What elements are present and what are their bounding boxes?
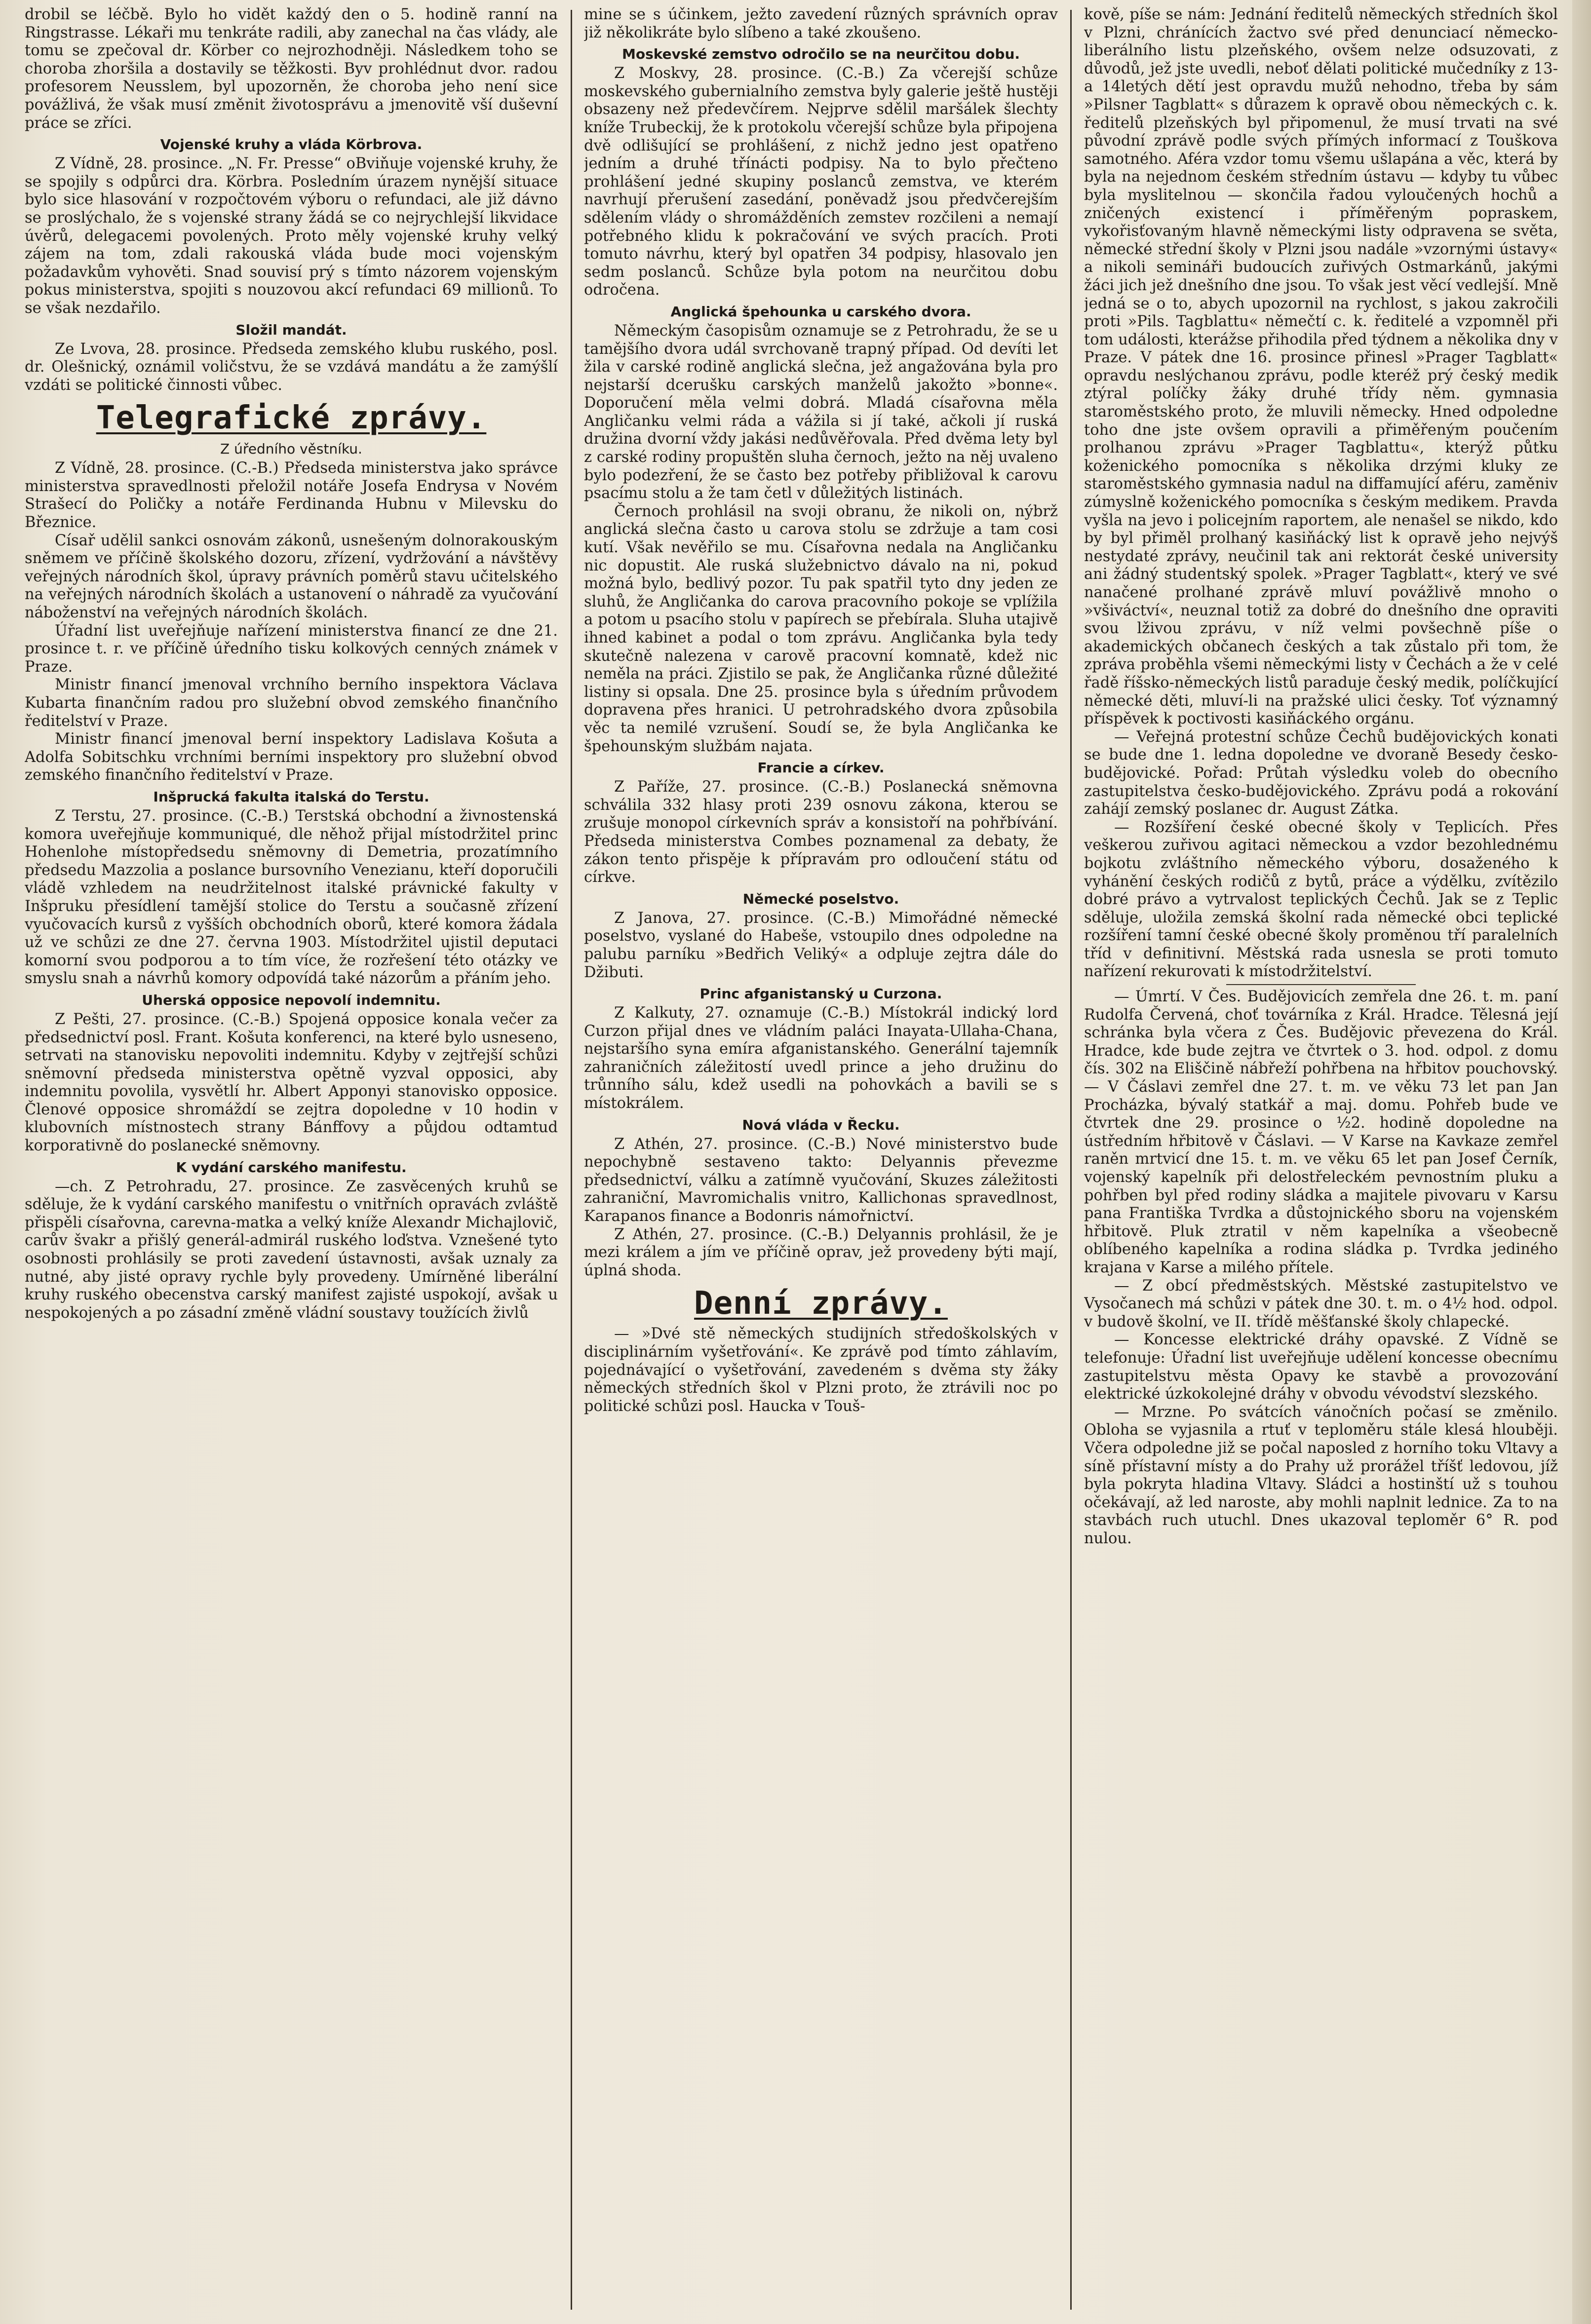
headline-uherska-opposice: Uherská opposice nepovolí indemnitu. bbox=[142, 991, 441, 1008]
article-anglicka-spehounka: Německým časopisům oznamuje se z Petrohradu, že se u tamějšího dvora udál svrchovaně trapný případ. Od devíti let žila v carské rodině anglická slečna, jež angažována byla pro nejstarší dcerušku carských manželů jakožto »bonne«. Doporučení měla velmi dobrá. Mladá císařovna měla Angličanku velmi ráda a vážila si jí také, ačkoli jí ruská družina dvorní vždy jakási nedůvěřovala. Před dvěma lety byl z carské rodiny propuštěn sluha černoch, ježto na něj uvaleno bylo podezření, že se často bez potřeby přibližoval k carovu psacímu stolu a že tam četl v důležitých listinách. bbox=[584, 322, 1058, 502]
article-continuation: mine se s účinkem, ježto zavedení různých správních oprav již několikráte bylo slíbeno a také zkoušeno. bbox=[584, 6, 1058, 41]
headline-curzon: Princ afganistanský u Curzona. bbox=[699, 986, 942, 1002]
column-rule bbox=[571, 10, 572, 2310]
section-title-denni-zpravy: Denní zprávy. bbox=[694, 1285, 948, 1322]
article-carsky-manifest: —ch. Z Petrohradu, 27. prosince. Ze zasvěcených kruhů se sděluje, že k vydání carského manifestu o vnitřních opravách zvláště přispěli císařovna, carevna-matka a velký kníže Alexandr Michajlovič, carův švakr a přišlý generál-admirál ruského loďstva. Vznešené tyto osobnosti prohlásily se proti zavedení ústavnosti, avšak uznaly za nutné, aby jisté opravy rychle byly provedeny. Umírněné liberální kruhy ruského obecenstva carský manifest zajisté uspokojí, avšak u nespokojených a po zásadní změně vládní soustavy toužících živlů bbox=[25, 1178, 558, 1322]
article-francie: Z Paříže, 27. prosince. (C.-B.) Poslanecká sněmovna schválila 332 hlasy proti 239 osnovu zákona, kterou se zrušuje monopol církevních správ a konsistoří na pohřbívání. Předseda ministerstva Combes poznamenal za debaty, že zákon tento přispěje k přípravám pro odloučení státu od církve. bbox=[584, 778, 1058, 886]
article-continuation: kově, píše se nám: Jednání ředitelů německých středních škol v Plzni, chránících žactvo své před denunciací německo-liberálního listu plzeňského, ovšem nelze odsuzovati, z důvodů, jež jste uvedli, neboť dělati politické mučedníky z 13- a 14letých dětí jest opravdu mužů nehodno, třeba by sám »Pilsner Tagblatt« s důrazem k opravě obou německých c. k. ředitelů plzeňských byl připomenul, že musí trvati na své původní zprávě podle svých přímých informací z Touškova samotného. Aféra vzdor tomu všemu ušlapána a věc, která by byla na nejednom českém středním ústavu — kdyby tu vůbec byla myslitelnou — skončila řadou vyloučených hochů a zničených existencí i příměřeným popraskem, vykořisťovaným hlavně německými listy odpravena se světa, německé střední školy v Plzni jsou nadále »vzornými ústavy« a nikoli semináři budoucích zuřivých Ostmarkánů, jakými žáci jich jež dnešního dne jsou. To však jest věcí vedlejší. Mně jedná se o to, abych upozornil na rychlost, s jakou zakročili proti »Pils. Tagblattu« němečtí c. k. ředitelé a vzpomněl při tom události, kterážse přihodila před týdnem a několika dny v Praze. V pátek dne 16. prosince přinesl »Prager Tagblatt« opravdu neslýchanou zprávu, podle kteréž prý český medik ztýral políčky žáky druhé třídy něm. gymnasia staroměstského proto, že mluvili německy. Hned odpoledne toho dne jste ovšem opravili a přiměřeným poučením prolhanou zprávu »Prager Tagblattu«, kterýž půtku koženického pomocníka s několika drzými kluky ze staroměstského gymnasia nadul na diffamující aféru, zaměniv zúmyslně koženického pomocníka s českým medikem. Pravda vyšla na jevo i policejním raportem, ale nenašel se nikdo, kdo by byl přiměl prolhaný kasiňácký list k opravě jeho nejvýš nestydaté zprávy, neučinil tak ani rektorát české university ani žádný studentský spolek. »Prager Tagblatt«, který ve své nanačené prolhané zprávě mluví povážlivě mnoho o »všiváctví«, neuznal totiž za dobré do dnešního dne opraviti svou lživou zprávu, v níž velmi povšechně píše o akademických občanech českých a tak zůstalo při tom, že zpráva proběhla všemi německými listy v Čechách a že v celé řadě říšsko-německých listů paraduje český medik, políčkující německé děti, mluví-li na pražské ulici česky. Toť významný příspěvek k poctivosti kasiňáckého orgánu. bbox=[1084, 6, 1558, 728]
article-teplice: — Rozšíření české obecné školy v Teplicích. Přes veškerou zuřivou agitaci německou a vzdor bezohlednému bojkotu zvláštního německého výboru, dosaženého k vyhánění českých rodičů z bytů, práce a výdělku, zvítězilo dobré právo a vytrvalost teplických Čechů. Jak se z Teplic sděluje, uložila zemská školní rada německé obci teplické rozšíření tamní české obecné školy proměnou tří paralelních tříd v definitivní. Městská rada usnesla se proti tomuto nařízení rekurovati k místodržitelství. bbox=[1084, 818, 1558, 981]
article-studijnich: — »Dvé stě německých studijních středoškolských v disciplinárním vyšetřování«. Ke zprávě pod tímto záhlavím, pojednávající o vyšetřování, zavedeném s dvěma sty žáky německých středních škol v Plzni proto, že ztrávili noc po politické schůzi posl. Haucka v Touš- bbox=[584, 1325, 1058, 1415]
article-predmesti: — Z obcí předměstských. Městské zastupitelstvo ve Vysočanech má schůzi v pátek dne 30. t. m. o 4½ hod. odpol. v budově školní, ve II. třídě měšťanské školy chlapecké. bbox=[1084, 1277, 1558, 1331]
headline-uredni-vestnik: Z úředního věstníku. bbox=[220, 441, 362, 457]
headline-moskevske-zemstvo: Moskevské zemstvo odročilo se na neurčitou dobu. bbox=[621, 46, 1020, 63]
page-binding-edge bbox=[1572, 0, 1591, 2324]
headline-recko: Nová vláda v Řecku. bbox=[742, 1116, 900, 1133]
article-nemecke-poselstvo: Z Janova, 27. prosince. (C.-B.) Mimořádné německé poselstvo, vyslané do Habeše, vstoupilo dnes odpoledne na palubu parníku »Bedřich Veliký« a odpluje zejtra dále do Džibuti. bbox=[584, 909, 1058, 981]
article-vestnik-1: Z Vídně, 28. prosince. (C.-B.) Předseda ministerstva jako správce ministerstva spravedlnosti přeložil notáře Josefa Endrysa v Novém Strašecí do Poličky a notáře Ferdinanda Hubnu v Milevsku do Březnice. bbox=[25, 459, 558, 532]
article-mrzne: — Mrzne. Po svátcích vánočních počasí se změnilo. Obloha se vyjasnila a rtuť v teploměru stále klesá hlouběji. Včera odpoledne již se počal naposled z horního toku Vltavy a síně přístavní místy a do Prahy už prorážel tříšť ledovou, jíž byla pokryta hladina Vltavy. Sládci a hostinští už s touhou očekávají, až led naroste, aby mohli naplnit lednice. Za to na stavbách ruch utuchl. Dnes ukazoval teploměr 6° R. pod nulou. bbox=[1084, 1403, 1558, 1547]
article-vestnik-2: Císař udělil sankci osnovám zákonů, usnešeným dolnorakouským sněmem ve příčině školského dozoru, zřízení, vydržování a návštěvy veřejných národních škol, úpravy právních poměrů stavu učitelského na veřejných národních školách a ustanovení o náhradě za vyučování náboženství na veřejných národních školách. bbox=[25, 532, 558, 622]
column-right bbox=[1084, 6, 1558, 2316]
section-title-telegraficke-zpravy: Telegrafické zprávy. bbox=[96, 400, 487, 437]
headline-vojenske-kruhy: Vojenské kruhy a vláda Körbrova. bbox=[160, 136, 423, 153]
headline-nemecke-poselstvo: Německé poselstvo. bbox=[742, 890, 899, 907]
article-vestnik-3: Úřadní list uveřejňuje nařízení ministerstva financí ze dne 21. prosince t. r. ve příčině úředního tisku kolkových cenných známek v Praze. bbox=[25, 622, 558, 676]
article-continuation: drobil se léčbě. Bylo ho vidět každý den o 5. hodině ranní na Ringstrasse. Lékaři mu tenkráte radili, aby zanechal na čas vlády, ale tomu se zpečoval dr. Körber co nejrozhodněji. Následkem toho se choroba zhoršila a dostavily se těžkosti. Byv prohlédnut dvor. radou profesorem Neusslem, byl upozorněn, že choroba jeho není sice povážlivá, že však musí změnit životosprávu a jmenovitě vší duševní práce se zříci. bbox=[25, 6, 558, 132]
article-protestni-schuze: — Veřejná protestní schůze Čechů budějovických konati se bude dne 1. ledna dopoledne ve dvoraně Besedy česko-budějovické. Pořad: Průtah výsledku voleb do obecního zastupitelstva česko-budějovického. Zprávu podá a rokování zahájí zemský poslanec dr. August Zátka. bbox=[1084, 728, 1558, 818]
article-vestnik-5: Ministr financí jmenoval berní inspektory Ladislava Košuta a Adolfa Sobitschku vrchními berními inspektory pro služební obvod zemského finančního ředitelství v Praze. bbox=[25, 730, 558, 784]
column-left bbox=[25, 6, 558, 2316]
article-recko-2: Z Athén, 27. prosince. (C.-B.) Delyannis prohlásil, že je mezi králem a jím ve příčině oprav, jež provedeny býti mají, úplná shoda. bbox=[584, 1225, 1058, 1279]
headline-slozil-mandat: Složil mandát. bbox=[235, 321, 347, 338]
article-slozil-mandat: Ze Lvova, 28. prosince. Předseda zemského klubu ruského, posl. dr. Olešnický, oznámil voličstvu, že se vzdává mandátu a že zamýšlí vzdáti se politické činnosti vůbec. bbox=[25, 340, 558, 394]
headline-anglicka-spehounka: Anglická špehounka u carského dvora. bbox=[670, 303, 971, 320]
headline-francie: Francie a církev. bbox=[757, 760, 885, 776]
headline-carsky-manifest: K vydání carského manifestu. bbox=[176, 1159, 407, 1176]
article-anglicka-spehounka-2: Černoch prohlásil na svoji obranu, že nikoli on, nýbrž anglická slečna často u carova stolu se zdržuje a tam cosi kutí. Však nevěřilo se mu. Císařovna nedala na Angličanku nic dopustit. Ale ruská služebnictvo dávalo na ni, pokud možná bylo, bedlivý pozor. Tu pak spatřil tyto dny jeden ze sluhů, že Angličanka do carova pracovního pokoje se vplížila a potom u psacího stolu v papírech se přebírala. Sluha utajivě ihned kabinet a podal o tom zprávu. Angličanka byla tedy skutečně nalezena v carově pracovní komnatě, kdež nic neměla na práci. Zjistilo se pak, že Angličanka různé důležité listiny si opsala. Dne 25. prosince byla s úředním průvodem dopravena přes hranici. U petrohradského dvora způsobila věc ta nemilé vzrušení. Soudí se, že byla Angličanka ke špehounským službám najata. bbox=[584, 502, 1058, 755]
article-uherska-opposice: Z Pešti, 27. prosince. (C.-B.) Spojená opposice konala večer za předsednictví posl. Frant. Košuta konferenci, na které bylo usneseno, setrvati na stanovisku nepovoliti indemnitu. Kdyby v zejtřejší schůzi sněmovní předseda ministerstva opětně vyzval opposici, aby indemnitu povolila, vysvětlí hr. Albert Apponyi stanovisko opposice. Členové opposice shromáždí se zejtra dopoledne v 10 hodin v klubovních místnostech strany Bánffovy a půjdou odtamtud korporativně do poslanecké sněmovny. bbox=[25, 1010, 558, 1155]
article-vojenske-kruhy: Z Vídně, 28. prosince. „N. Fr. Presse“ oBviňuje vojenské kruhy, že se spojily s odpůrci dra. Körbra. Posledním úrazem nynější situace bylo sice hlasování v rozpočtovém výboru o refundaci, ale již dávno se proslýchalo, že s vojenské strany žádá se co nejrychlejší likvidace úvěrů, delegacemi povolených. Proto měly vojenské kruhy velký zájem na tom, zdali rakouská vláda bude moci vojenským požadavkům vyhověti. Snad souvisí prý s tímto názorem vojenským pokus ministerstva, spojiti s nouzovou akcí refundaci 69 millionů. To se však nezdařilo. bbox=[25, 155, 558, 317]
article-umrti: — Úmrtí. V Čes. Budějovicích zemřela dne 26. t. m. paní Rudolfa Červená, choť továrníka z Král. Hradce. Tělesná její schránka byla včera z Čes. Budějovic převezena do Král. Hradce, kde bude zejtra ve čtvrtek o 3. hod. odpol. z domu čís. 302 na Eliščině nábřeží pohřbena na hřbitov pouchovský. — V Čáslavi zemřel dne 27. t. m. ve věku 73 let pan Jan Procházka, bývalý statkář a maj. domu. Pohřeb bude ve čtvrtek dne 29. prosince o ½2. hodině dopoledne na ústředním hřbitově v Čáslavi. — V Karse na Kavkaze zemřel raněn mrtvicí dne 15. t. m. ve věku 65 let pan Josef Černík, vojenský kapelník při delostřeleckém pevnostním pluku a pohřben byl před rodiny sládka a majitele pivovaru v Karsu pana Františka Tvrdka a důstojnického sboru na vojenském hřbitově. Pluk ztratil v něm kapelníka a všeobecně oblíbeného kapelníka a rodina sládka p. Tvrdka jediného krajana v Karse a milého přítele. bbox=[1084, 988, 1558, 1276]
article-vestnik-4: Ministr financí jmenoval vrchního berního inspektora Václava Kubarta finančním radou pro služební obvod zemského finančního ředitelství v Praze. bbox=[25, 676, 558, 730]
article-recko-1: Z Athén, 27. prosince. (C.-B.) Nové ministerstvo bude nepochybně sestaveno takto: Delyannis převezme předsednictví, válku a zatímně vyučování, Skuzes záležitosti zahraniční, Mavromichalis vnitro, Kallichonas spravedlnost, Karapanos finance a Bodonris námořnictví. bbox=[584, 1135, 1058, 1225]
column-rule bbox=[1070, 10, 1072, 2310]
article-curzon: Z Kalkuty, 27. oznamuje (C.-B.) Místokrál indický lord Curzon přijal dnes ve vládním paláci Inayata-Ullaha-Chana, nejstaršího syna emíra afganistanského. Generální tajemník zahraničních záležitostí uvedl prince a jeho družinu do trůnního sálu, kdež usedli na pohovkách a bavili se s místokrálem. bbox=[584, 1004, 1058, 1112]
article-fakulta: Z Terstu, 27. prosince. (C.-B.) Terstská obchodní a živnostenská komora uveřejňuje kommuniqué, dle něhož přijal místodržitel princ Hohenlohe místopředsedu sněmovny di Demetria, prozatímního předsedu Mazzolia a poslance bursovního Venezianu, kteří doporučili vládě vzhledem na neudržitelnost italské právnické fakulty v Inšpruku přesídlení tamější stolice do Terstu a současně zřízení vyučovacích kursů z vyšších obchodních oborů, které komora žádala už ve schůzi ze dne 27. června 1903. Místodržitel ujistil deputaci komorní svou podporou a to tím více, že rozřešení této otázky ve smyslu snah a návrhů komory odpovídá také názorům a přáním jeho. bbox=[25, 807, 558, 988]
headline-fakulta: Inšprucká fakulta italská do Terstu. bbox=[153, 788, 429, 805]
article-moskevske-zemstvo: Z Moskvy, 28. prosince. (C.-B.) Za včerejší schůze moskevského gubernialního zemstva byly galerie ještě hustěji obsazeny než předevčírem. Nejprve sdělil maršálek šlechty kníže Trubeckij, že k protokolu včerejší schůze byla připojena dvě odlišující se prohlášení, z nichž jedno jest opatřeno jedním a druhé třínácti podpisy. Na to bylo přečteno prohlášení jedné skupiny poslanců zemstva, ve kterém navrhují přerušení zasedání, poněvadž jsou předvčerejším sdělením vlády o shromážděních zemstev rozčileni a nemají potřebného klidu k pokračování ve svých pracích. Proti tomuto návrhu, který byl opatřen 34 podpisy, hlasovalo jen sedm poslanců. Schůze byla potom na neurčitou dobu odročena. bbox=[584, 65, 1058, 299]
divider bbox=[1226, 984, 1416, 985]
column-middle bbox=[584, 6, 1058, 2316]
article-koncesse: — Koncesse elektrické dráhy opavské. Z Vídně se telefonuje: Úřadní list uveřejňuje udělení koncesse obecnímu zastupitelstvu města Opavy ke stavbě a provozování elektrické úzkokolejné dráhy v obvodu vévodství slezského. bbox=[1084, 1331, 1558, 1403]
